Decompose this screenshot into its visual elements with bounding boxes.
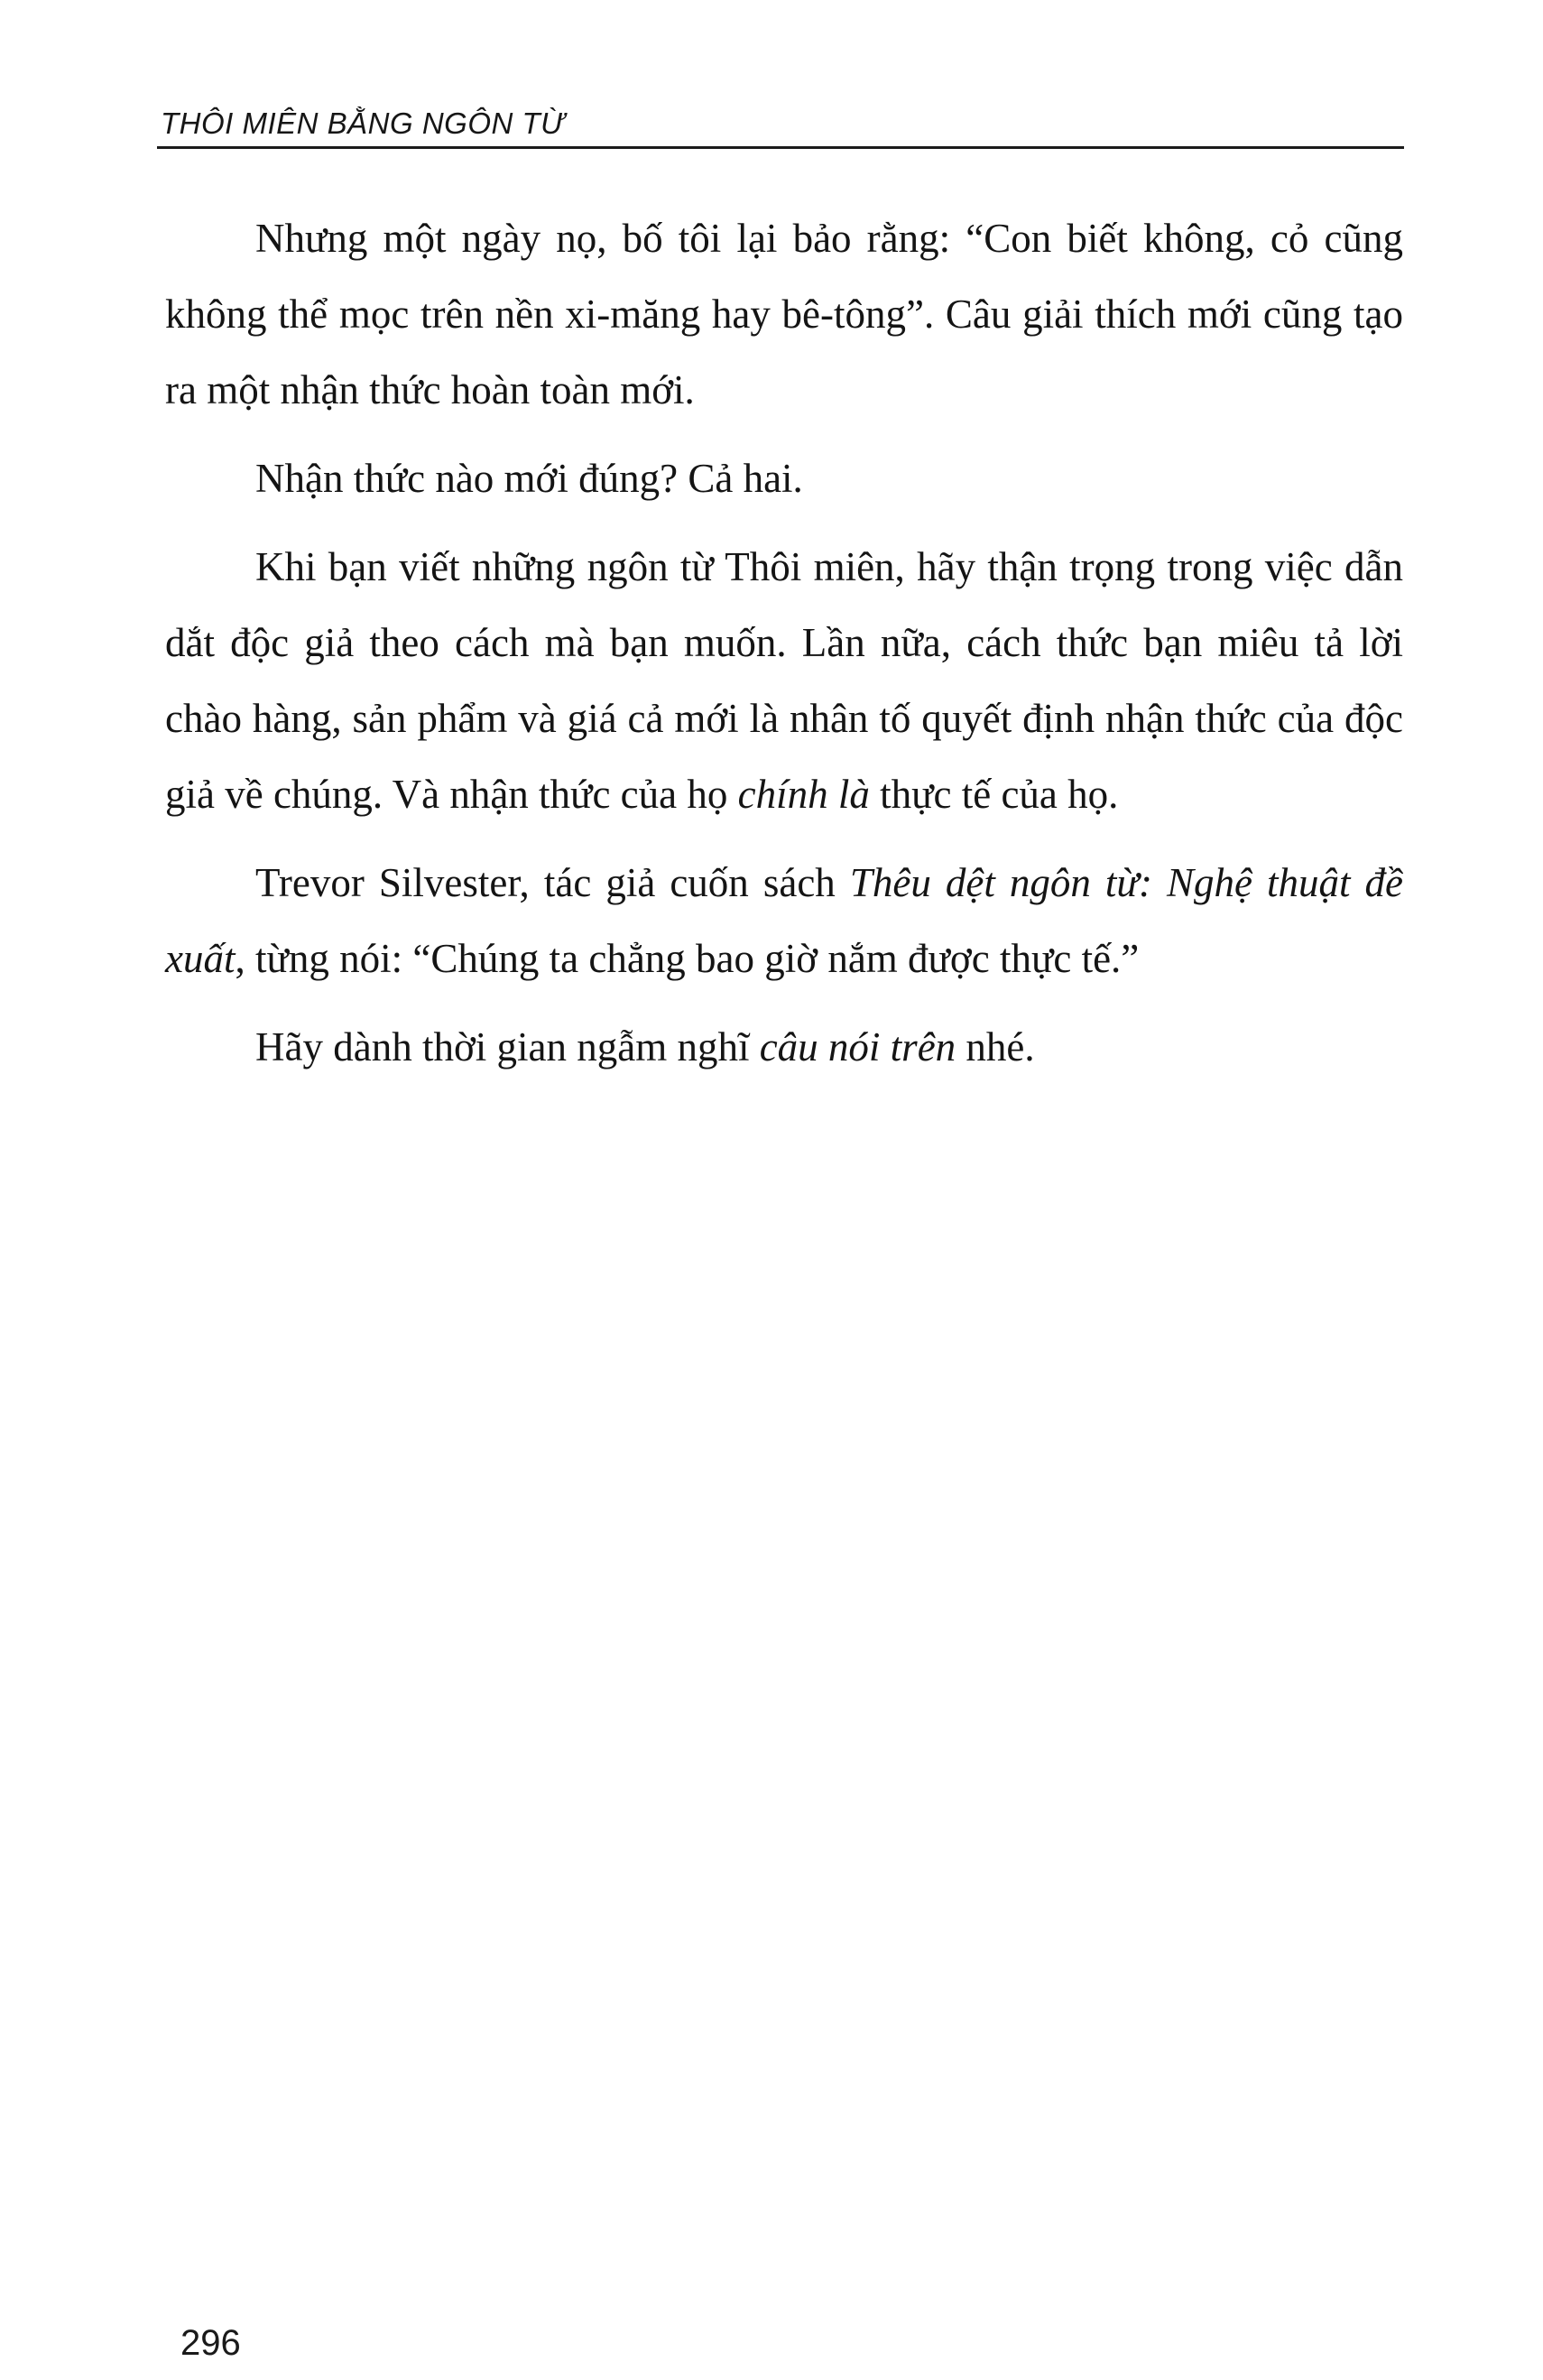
book-title-italic: Thêu dệt ngôn từ: Nghệ thuật đề xuất (165, 860, 1403, 981)
paragraph-5-text-start: Hãy dành thời gian ngẫm nghĩ (255, 1024, 760, 1070)
paragraph-5-emphasis: câu nói trên (759, 1024, 956, 1070)
paragraph-5 (165, 1009, 1403, 1085)
paragraph-2: Nhận thức nào mới đúng? Cả hai. (255, 456, 803, 501)
paragraph-5-text-end: nhé. (956, 1024, 1035, 1070)
paragraph-4-text-start: Trevor Silvester, tác giả cuốn sách (255, 860, 850, 905)
paragraph-3-text-end: thực tế của họ. (869, 772, 1119, 817)
page-number: 296 (180, 2323, 241, 2363)
paragraph-3 (165, 529, 1403, 832)
paragraph-1: Nhưng một ngày nọ, bố tôi lại bảo rằng: “Con biết không, cỏ cũng không thể mọc trên nền xi-măng hay bê-tông”. Câu giải thích mới cũng tạo ra một nhận thức hoàn toàn mới. (165, 216, 1403, 412)
page-body (165, 200, 1403, 1097)
running-header-title: THÔI MIÊN BẰNG NGÔN TỪ (161, 106, 565, 140)
paragraph-4-text-end: , từng nói: “Chúng ta chẳng bao giờ nắm được thực tế.” (235, 936, 1140, 981)
paragraph-3-text-start: Khi bạn viết những ngôn từ Thôi miên, hãy thận trọng trong việc dẫn dắt độc giả theo cách mà bạn muốn. Lần nữa, cách thức bạn miêu tả lời chào hàng, sản phẩm và giá cả mới là nhân tố quyết định nhận thức của độc giả về chúng. Và nhận thức của họ (165, 544, 1403, 817)
paragraph-4 (165, 845, 1403, 996)
paragraph-3-emphasis: chính là (737, 772, 870, 817)
header-divider (157, 146, 1404, 149)
